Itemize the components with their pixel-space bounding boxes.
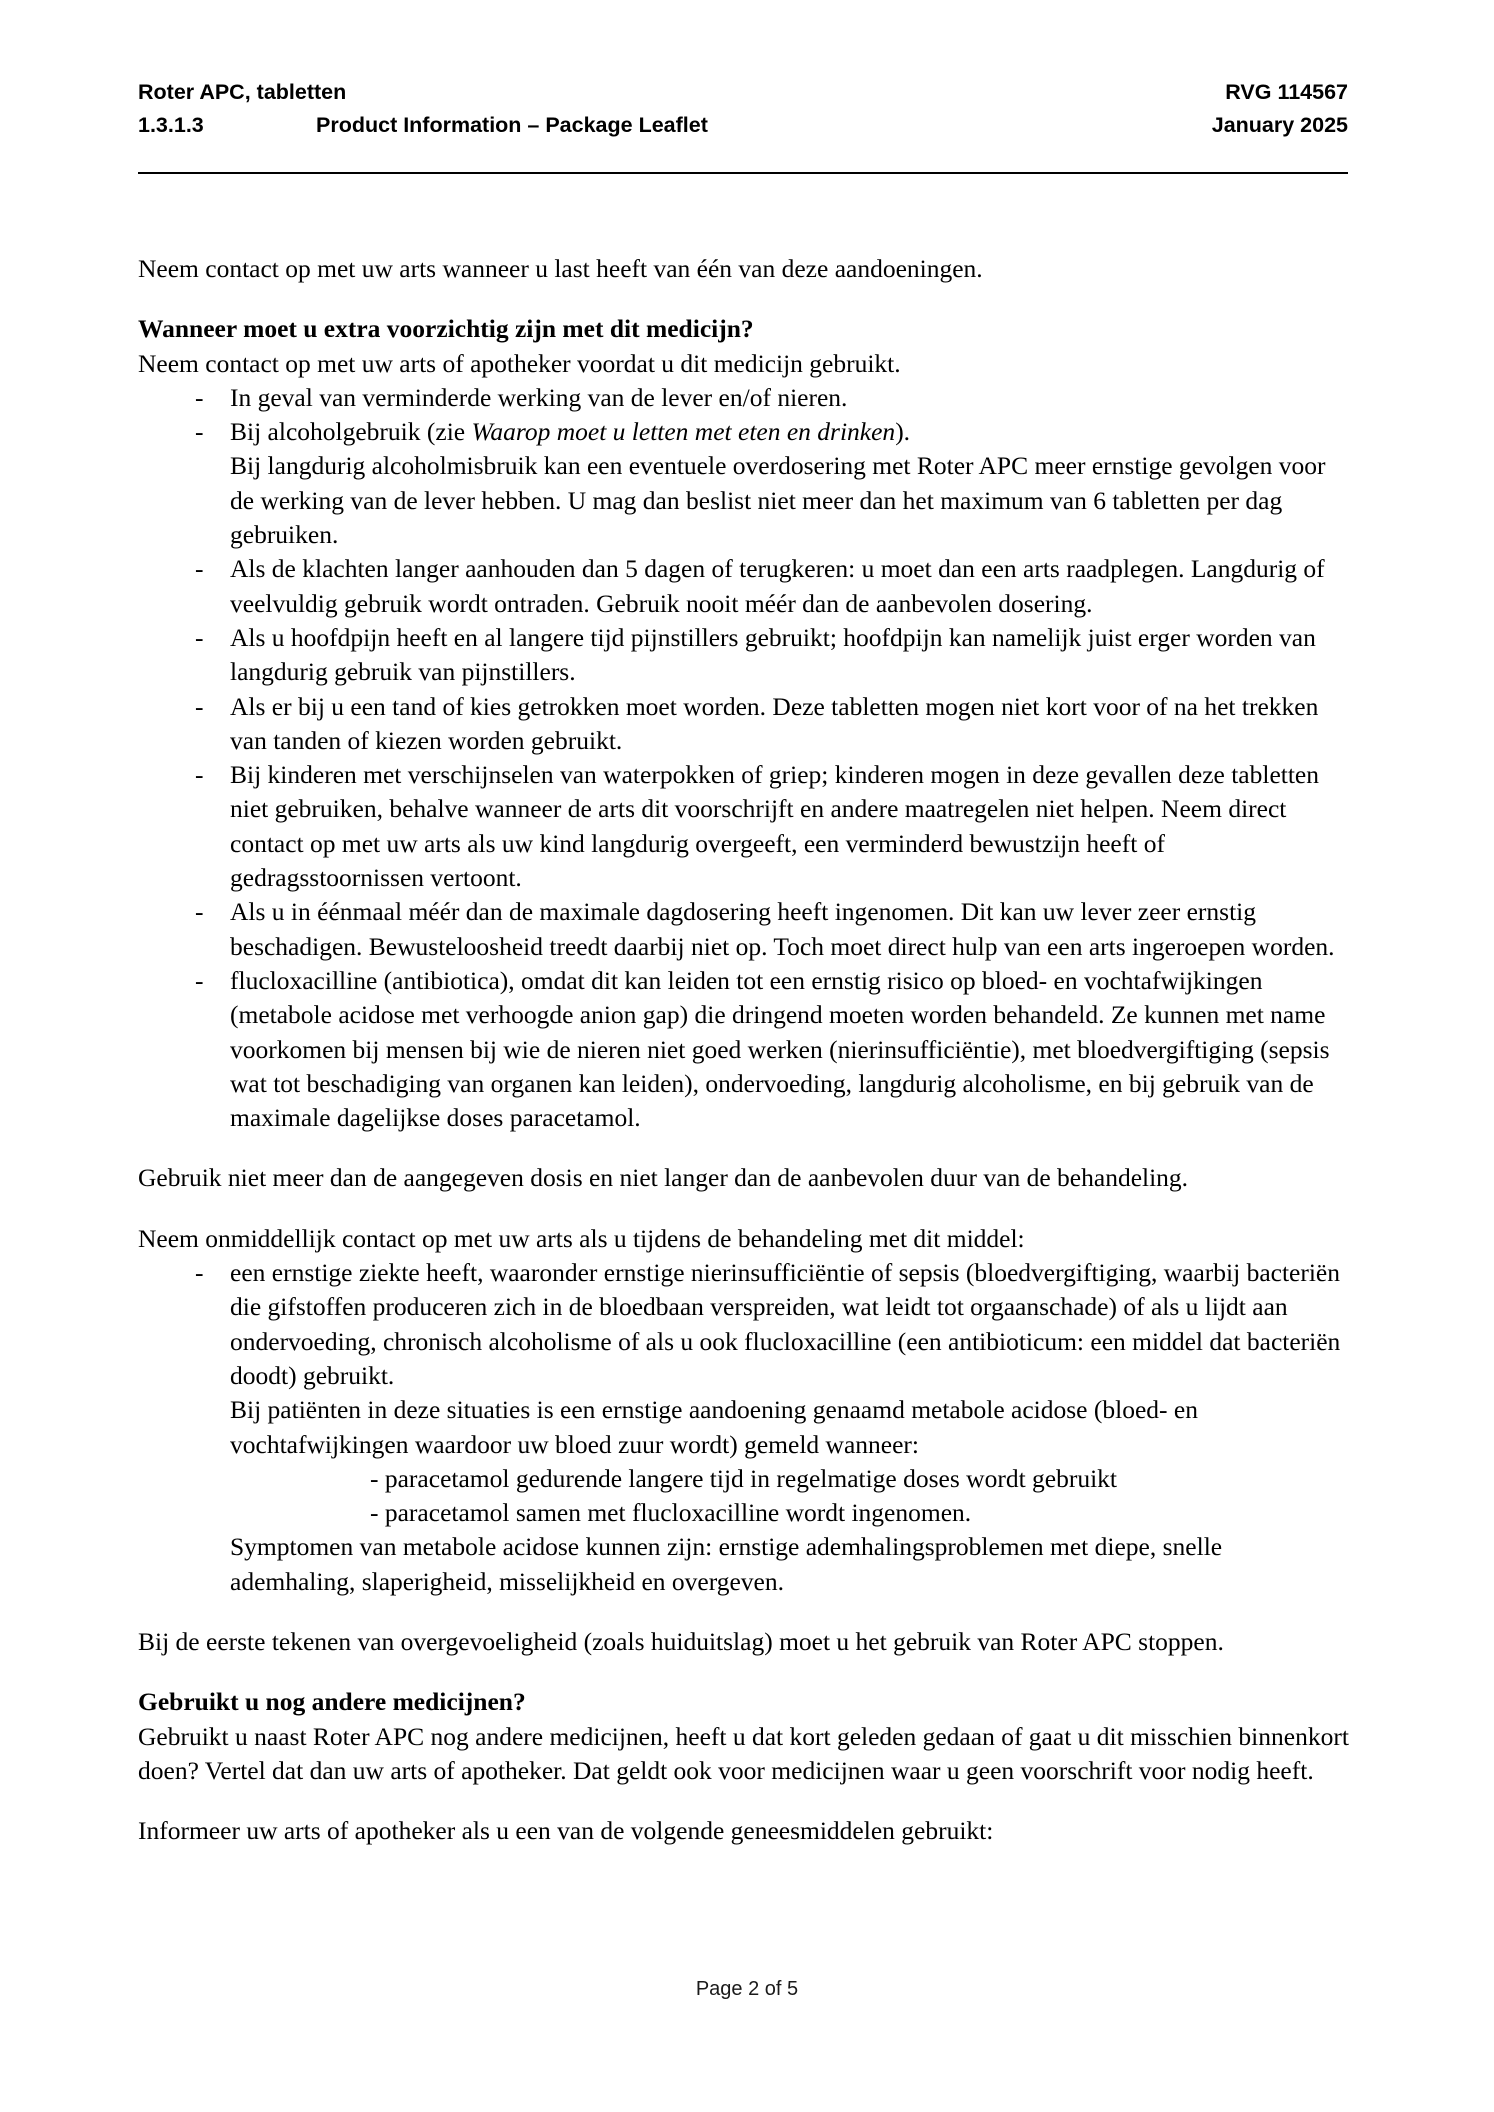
page-header xyxy=(138,76,1348,143)
header-section-code: 1.3.1.3 xyxy=(138,113,204,138)
spacer xyxy=(138,286,1353,312)
list-item-text: Als er bij u een tand of kies getrokken moet worden. Deze tabletten mogen niet kort voor of na het trekken van tanden of kiezen worden gebruikt. xyxy=(230,691,1319,755)
section1-lead: Neem contact op met uw arts of apotheker voordat u dit medicijn gebruikt. xyxy=(138,348,901,378)
list-item-text: een ernstige ziekte heeft, waaronder ernstige nierinsufficiëntie of sepsis (bloedvergiftiging, waarbij bacteriën die gifstoffen produceren zich in de bloedbaan verspreiden, wat leidt tot orgaanschade) of als u lijdt aan ondervoeding, chronisch alcoholisme of als u ook flucloxacilline (een antibioticum: een middel dat bacteriën doodt) gebruikt. xyxy=(230,1258,1341,1390)
list-item-text: Als u in éénmaal méér dan de maximale dagdosering heeft ingenomen. Dit kan uw lever zeer ernstig beschadigen. Bewusteloosheid treedt daarbij niet op. Toch moet direct hulp van een arts ingeroepen worden. xyxy=(230,897,1335,961)
dash-marker: - xyxy=(195,965,204,995)
dash-marker: - xyxy=(195,691,204,721)
list-item xyxy=(138,415,1353,449)
page-number-label: Page 2 of 5 xyxy=(695,1978,799,2000)
header-divider xyxy=(138,172,1348,174)
warning-bullet-list xyxy=(138,381,1353,1136)
list-item-text-before: Bij alcoholgebruik (zie xyxy=(230,417,472,447)
list-item-text: Als de klachten langer aanhouden dan 5 dagen of terugkeren: u moet dan een arts raadplegen. Langdurig of veelvuldig gebruik wordt ontraden. Gebruik nooit méér dan de aanbevolen dosering. xyxy=(230,554,1325,618)
list-item-text: Bij kinderen met verschijnselen van waterpokken of griep; kinderen mogen in deze gevallen deze tabletten niet gebruiken, behalve wanneer de arts dit voorschrijft en andere maatregelen niet helpen. Neem direct contact op met uw arts als uw kind langdurig overgeeft, een verminderd bewustzijn heeft of gedragsstoornissen vertoont. xyxy=(230,760,1320,893)
header-document-title: Product Information – Package Leaflet xyxy=(316,113,708,138)
list-item xyxy=(138,1256,1353,1393)
header-left-doc xyxy=(138,109,708,142)
header-registration-number: RVG 114567 xyxy=(1225,80,1348,104)
section2-paragraph: Gebruikt u naast Roter APC nog andere medicijnen, heeft u dat kort geleden gedaan of gaat u dit misschien binnenkort doen? Vertel dat dan uw arts of apotheker. Dat geldt ook voor medicijnen waar u geen voorschrift voor nodig heeft. xyxy=(138,1721,1349,1785)
spacer xyxy=(138,1788,1353,1814)
dash-marker: - xyxy=(195,417,204,447)
spacer xyxy=(138,1659,1353,1685)
sub-item-paracetamol-regelmatig: - paracetamol gedurende langere tijd in regelmatige doses wordt gebruikt xyxy=(370,1463,1118,1493)
immediate-contact-list xyxy=(138,1256,1353,1599)
immediate-contact-paragraph-3: Symptomen van metabole acidose kunnen zijn: ernstige ademhalingsproblemen met diepe, snelle ademhaling, slaperigheid, misselijkheid en overgeven. xyxy=(230,1532,1223,1596)
list-item-text: In geval van verminderde werking van de lever en/of nieren. xyxy=(230,382,848,412)
dash-marker: - xyxy=(195,897,204,927)
immediate-contact-paragraph-2: Bij patiënten in deze situaties is een ernstige aandoening genaamd metabole acidose (bloed- en vochtafwijkingen waardoor uw bloed zuur wordt) gemeld wanneer: xyxy=(230,1395,1198,1459)
section-heading-extra-voorzichtig: Wanneer moet u extra voorzichtig zijn met dit medicijn? xyxy=(138,314,754,344)
section-heading-andere-medicijnen: Gebruikt u nog andere medicijnen? xyxy=(138,1687,526,1717)
spacer xyxy=(138,1196,1353,1222)
list-item xyxy=(138,621,1353,690)
document-body xyxy=(138,252,1353,1848)
dash-marker: - xyxy=(195,760,204,790)
dash-marker: - xyxy=(195,554,204,584)
header-left-product xyxy=(138,76,346,109)
list-item xyxy=(138,381,1353,415)
sub-item-paracetamol-flucloxacilline: - paracetamol samen met flucloxacilline wordt ingenomen. xyxy=(370,1498,972,1528)
list-item xyxy=(138,895,1353,964)
page-footer xyxy=(0,1978,1494,2001)
list-item xyxy=(138,552,1353,621)
dash-marker: - xyxy=(195,382,204,412)
immediate-contact-lead: Neem onmiddellijk contact op met uw arts als u tijdens de behandeling met dit middel: xyxy=(138,1223,1025,1253)
list-item-text: Als u hoofdpijn heeft en al langere tijd pijnstillers gebruikt; hoofdpijn kan namelijk juist erger worden van langdurig gebruik van pijnstillers. xyxy=(230,622,1316,687)
spacer xyxy=(138,1599,1353,1625)
list-item xyxy=(138,758,1353,895)
list-item-text: flucloxacilline (antibiotica), omdat dit kan leiden tot een ernstig risico op bloed- en vochtafwijkingen (metabole acidose met verhoogde anion gap) die dringend moeten worden behandeld. Ze kunnen met name voorkomen bij mensen bij wie de nieren niet goed werken (nierinsufficiëntie), met bloedvergiftiging (sepsis wat tot beschadiging van organen kan leiden), ondervoeding, langdurig alcoholisme, en bij gebruik van de maximale dagelijkse doses paracetamol. xyxy=(230,965,1330,1133)
dash-marker: - xyxy=(195,622,204,652)
cross-reference-italic: Waarop moet u letten met eten en drinken xyxy=(471,417,896,447)
list-item-continuation: Bij langdurig alcoholmisbruik kan een eventuele overdosering met Roter APC meer ernstige gevolgen voor de werking van de lever hebben. U mag dan beslist niet meer dan het maximum van 6 tabletten per dag gebruiken. xyxy=(230,451,1326,550)
dash-marker: - xyxy=(195,1258,204,1288)
header-row-product xyxy=(138,76,1348,109)
header-row-doc xyxy=(138,109,1348,142)
header-product-name: Roter APC, tabletten xyxy=(138,80,347,104)
list-item xyxy=(138,690,1353,759)
section2-paragraph-2: Informeer uw arts of apotheker als u een van de volgende geneesmiddelen gebruikt: xyxy=(138,1816,994,1846)
hypersensitivity-paragraph: Bij de eerste tekenen van overgevoeligheid (zoals huiduitslag) moet u het gebruik van Roter APC stoppen. xyxy=(138,1626,1224,1656)
list-item xyxy=(138,964,1353,1135)
spacer xyxy=(138,1135,1353,1161)
header-date: January 2025 xyxy=(1211,113,1348,138)
intro-paragraph: Neem contact op met uw arts wanneer u last heeft van één van deze aandoeningen. xyxy=(138,254,983,283)
list-item-text-after: ). xyxy=(895,417,911,447)
dose-warning-paragraph: Gebruik niet meer dan de aangegeven dosis en niet langer dan de aanbevolen duur van de behandeling. xyxy=(138,1163,1189,1193)
